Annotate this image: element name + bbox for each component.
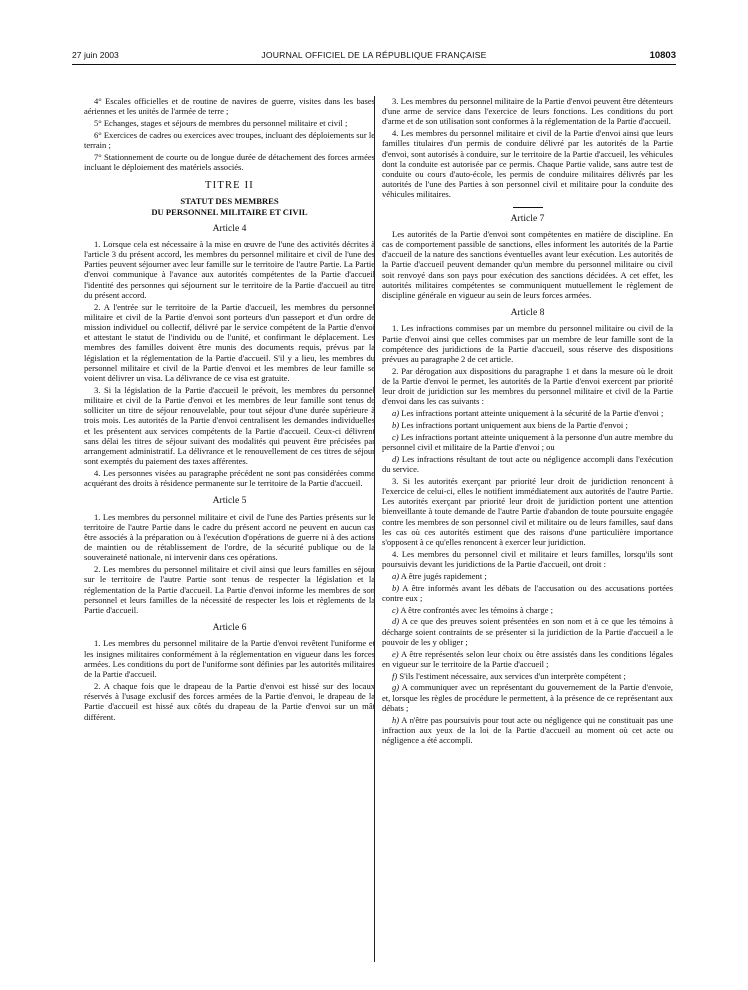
item-text: A ce que des preuves soient présentées en son nom et à ce que les témoins à décharge soient contraints de se présenter si la juridiction de la Partie d'accueil a le pouvoir de les y obliger ; xyxy=(382,616,673,647)
page-number: 10803 xyxy=(649,50,676,61)
item-text: A être confrontés avec les témoins à charge ; xyxy=(400,604,553,615)
item-letter: c) xyxy=(392,431,399,442)
item-text: S'ils l'estiment nécessaire, aux services d'un interprète compétent ; xyxy=(399,670,626,681)
article-7-heading: Article 7 xyxy=(510,212,545,224)
article-6-paragraph: 2. A chaque fois que le drapeau de la Partie d'envoi est hissé sur des locaux réservés à l'usage exclusif des forces armées de la Partie d'envoi, le drapeau de la Partie d'accueil est hissé aux côtés du drapeau de la Partie d'envoi sur un mât différent. xyxy=(84,680,375,722)
journal-title: JOURNAL OFFICIEL DE LA RÉPUBLIQUE FRANÇAISE xyxy=(261,50,487,60)
article-8-heading: Article 8 xyxy=(510,307,545,319)
article-5-heading: Article 5 xyxy=(212,495,247,507)
article-6-paragraph: 4. Les membres du personnel militaire et civil de la Partie d'envoi ainsi que leurs familles titulaires d'un permis de conduire délivré par les autorités de la Partie d'envoi, sont autorisés à conduire, sur le territoire de la Partie d'accueil, les véhicules dont la conduite est autorisée par ce permis. Chaque Partie valide, sans autre test de conduite ou cours d'auto-école, les permis de conduire militaires délivrés par les autorités de l'une des Parties à son personnel civil et militaire pour la conduite des véhicules militaires. xyxy=(382,128,673,200)
item-letter: c) xyxy=(392,604,399,615)
item-text: Les infractions portant uniquement aux biens de la Partie d'envoi ; xyxy=(401,420,628,431)
section-separator xyxy=(513,207,543,208)
item-letter: e) xyxy=(392,648,399,659)
article-8-item xyxy=(382,583,673,603)
item-letter: d) xyxy=(392,616,400,627)
article-6-heading: Article 6 xyxy=(212,622,247,634)
column-divider xyxy=(374,96,375,962)
item-letter: d) xyxy=(392,453,400,464)
article-8-item xyxy=(382,605,673,615)
list-item: 6° Exercices de cadres ou exercices avec troupes, incluant des déploiements sur le terrain ; xyxy=(84,129,375,150)
article-4-paragraph: 4. Les personnes visées au paragraphe précédent ne sont pas considérées comme acquérant des droits à résidence permanente sur le territoire de la Partie d'accueil. xyxy=(84,468,375,489)
item-letter: h) xyxy=(392,714,400,725)
item-text: A communiquer avec un représentant du gouvernement de la Partie d'envoie, et, lorsque les règles de procédure le permettent, à la présence de ce représentant aux débats ; xyxy=(382,682,673,713)
article-5-paragraph: 2. Les membres du personnel militaire et civil ainsi que leurs familles en séjour sur le territoire de l'autre Partie sont tenus de respecter la législation et la réglementation de la Partie d'accueil. La Partie d'envoi informe les membres de son personnel et leurs familles de la nécessité de respecter les lois et règlements de la Partie d'accueil. xyxy=(84,564,375,616)
titre-subtitle-line-1: STATUT DES MEMBRES xyxy=(180,196,279,207)
article-5-paragraph: 1. Les membres du personnel militaire et civil de l'une des Parties présents sur le territoire de l'autre Partie dans le cadre du présent accord ne peuvent en aucun cas être associés à la préparation ou à l'exécution d'opérations de guerre ni à des actions de maintien ou de rétablissement de l'ordre, de la sécurité publique ou de la souveraineté nationale, ni intervenir dans ces opérations. xyxy=(84,511,375,563)
article-8-item xyxy=(382,649,673,669)
article-6-paragraph: 1. Les membres du personnel militaire de la Partie d'envoi revêtent l'uniforme et les insignes militaires conformément à la réglementation en vigueur dans les forces armées. Les conditions du port de l'uniforme sont définies par les autorités militaires de la Partie d'accueil. xyxy=(84,638,375,680)
article-8-paragraph: 1. Les infractions commises par un membre du personnel militaire ou civil de la Partie d'envoi ainsi que celles commises par un membre de leur famille sont de la compétence des juridictions de la Partie d'accueil, sous réserve des dispositions prévues au paragraphe 2 de cet article. xyxy=(382,323,673,365)
article-4-paragraph: 2. A l'entrée sur le territoire de la Partie d'accueil, les membres du personnel militaire et civil de la Partie d'envoi sont porteurs d'un passeport et d'un ordre de mission individuel ou collectif, délivré par le service compétent de la Partie d'envoi et attestant le statut de l'individu ou de l'unité, et confirmant le déplacement. Les membres des familles doivent être munis des documents requis, prévus par la législation et la réglementation de la Partie d'accueil. S'il y a lieu, les membres du personnel militaire et civil de la Partie d'envoi et les membres de leur famille se voient délivrer un visa. La délivrance de ce visa est gratuite. xyxy=(84,301,375,384)
article-8-item xyxy=(382,616,673,647)
list-item: 7° Stationnement de courte ou de longue durée de détachement des forces armées incluant le déploiement des matériels associés. xyxy=(84,151,375,172)
item-text: A être informés avant les débats de l'accusation ou des accusations portées contre eux ; xyxy=(382,582,673,603)
header-date: 27 juin 2003 xyxy=(72,50,119,60)
item-text: A être jugés rapidement ; xyxy=(400,570,487,581)
item-letter: a) xyxy=(392,408,400,419)
list-item: 5° Echanges, stages et séjours de membres du personnel militaire et civil ; xyxy=(94,118,348,128)
header-rule xyxy=(72,64,676,65)
item-text: Les infractions portant atteinte uniquement à la sécurité de la Partie d'envoi ; xyxy=(401,408,664,419)
article-8-paragraph: 2. Par dérogation aux dispositions du paragraphe 1 et dans la mesure où le droit de la Partie d'envoi le permet, les autorités de la Partie d'envoi exercent par priorité leur droit de juridiction sur les membres du personnel militaire et civil de la Partie d'envoi dans les cas suivants : xyxy=(382,365,673,407)
article-8-item xyxy=(382,454,673,474)
item-text: A n'être pas poursuivis pour tout acte ou négligence qui ne constituait pas une infraction aux yeux de la loi de la Partie d'accueil au moment où cet acte ou négligence a été accompli. xyxy=(382,714,673,746)
page-header xyxy=(72,46,676,62)
article-8-item xyxy=(382,671,673,681)
article-8-item xyxy=(382,715,673,746)
article-8-item xyxy=(382,420,673,430)
article-8-paragraph: 3. Si les autorités exerçant par priorité leur droit de juridiction renoncent à l'exercice de celui-ci, elles le notifient immédiatement aux autorités de l'autre Partie. Les autorités exerçant par priorité leur droit de juridiction portent une attention bienveillante à toute demande de l'autre Partie d'abandon de toute poursuite engagée contre les membres de son personnel civil et militaire ou de leurs familles, sauf dans les cas où ces autorités estiment que des raisons d'une particulière importance s'opposent à ce qu'elles renoncent à exercer leur juridiction. xyxy=(382,475,673,548)
article-4-heading: Article 4 xyxy=(212,222,247,234)
titre-subtitle xyxy=(84,196,375,217)
article-6-paragraph: 3. Les membres du personnel militaire de la Partie d'envoi peuvent être détenteurs d'une arme de service dans l'exercice de leurs fonctions. Les conditions du port d'arme et de son utilisation sont conformes à la réglementation de la Partie d'accueil. xyxy=(382,96,673,127)
article-8-item xyxy=(382,408,673,418)
item-text: Les infractions portant atteinte uniquement à la personne d'un autre membre du personnel civil et militaire de la Partie d'envoi ; ou xyxy=(382,431,673,453)
item-text: Les infractions résultant de tout acte ou négligence accompli dans l'exécution du service. xyxy=(382,453,673,475)
article-8-item xyxy=(382,682,673,713)
article-4-paragraph: 3. Si la législation de la Partie d'accueil le prévoit, les membres du personnel militaire et civil de la Partie d'envoi et les membres de leur famille sont tenus de solliciter un titre de séjour renouvelable, pour tout séjour d'une durée supérieure à trois mois. Les autorités de la Partie d'envoi centralisent les demandes individuelles et les présentent aux services compétents de la Partie d'accueil. Ceux-ci délivrent sans délai les titres de séjour suivant des modalités qui peuvent être précisées par arrangement administratif. La délivrance et le renouvellement de ces titres de séjour sont exemptés du paiement des taxes afférentes. xyxy=(84,384,375,467)
article-8-item xyxy=(382,571,673,581)
titre-subtitle-line-2: DU PERSONNEL MILITAIRE ET CIVIL xyxy=(151,207,308,217)
titre-heading: TITRE II xyxy=(205,180,254,192)
article-8-item xyxy=(382,432,673,452)
item-letter: g) xyxy=(392,682,400,693)
item-letter: f) xyxy=(392,670,398,681)
article-8-paragraph: 4. Les membres du personnel civil et militaire et leurs familles, lorsqu'ils sont poursuivis devant les juridictions de la Partie d'accueil, ont droit : xyxy=(382,548,673,570)
article-7-paragraph: Les autorités de la Partie d'envoi sont compétentes en matière de discipline. En cas de comportement passible de sanctions, elles informent les autorités de la Partie d'accueil de la nature des sanctions éventuelles avant leur exécution. Les autorités de la Partie d'accueil peuvent demander qu'un membre du personnel militaire ou civil soit renvoyé dans son pays pour exécution des sanctions décidées. A cet effet, les autorités militaires compétentes se communiquent mutuellement le règlement de discipline générale en vigueur au sein de leurs forces armées. xyxy=(382,228,673,301)
article-4-paragraph: 1. Lorsque cela est nécessaire à la mise en œuvre de l'une des activités décrites à l'article 3 du présent accord, les membres du personnel militaire et civil de l'une des Parties peuvent séjourner avec leur famille sur le territoire de l'autre Partie. La Partie d'envoi communique à l'avance aux autorités compétentes de la Partie d'accueil l'identité des personnes qui séjournent sur le territoire de la Partie d'accueil au titre du présent accord. xyxy=(84,238,375,300)
item-letter: b) xyxy=(392,420,400,431)
left-column xyxy=(84,96,375,966)
right-column xyxy=(382,96,673,966)
item-letter: a) xyxy=(392,570,400,581)
list-item: 4° Escales officielles et de routine de navires de guerre, visites dans les bases aériennes et les unités de l'armée de terre ; xyxy=(84,96,375,117)
item-letter: b) xyxy=(392,582,400,593)
item-text: A être représentés selon leur choix ou être assistés dans les conditions légales en vigueur sur le territoire de la Partie d'accueil ; xyxy=(382,648,673,669)
